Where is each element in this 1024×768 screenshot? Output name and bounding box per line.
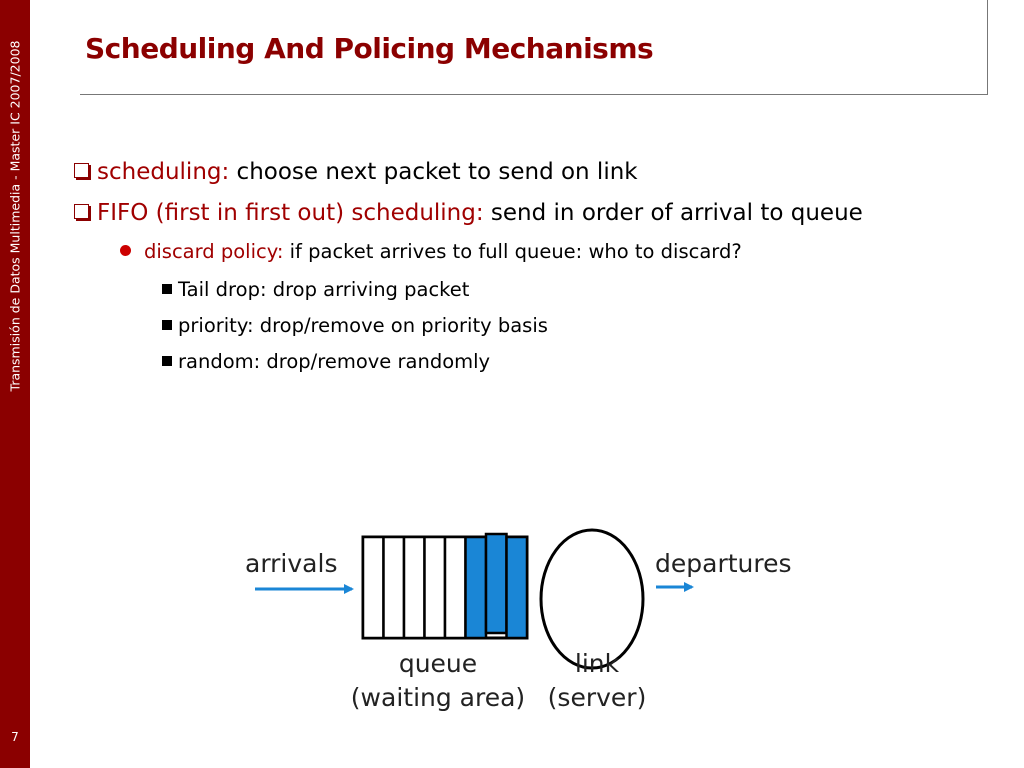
checkbox-bullet-icon xyxy=(74,163,89,178)
queue-empty-slot xyxy=(363,537,384,638)
bullet-keyword: FIFO (first in first out) scheduling: xyxy=(97,200,484,226)
sub-sub-bullet-priority xyxy=(162,314,548,337)
queue-diagram xyxy=(220,520,820,730)
bullet-scheduling xyxy=(74,159,638,185)
queue-empty-slot xyxy=(445,537,466,638)
sub-sub-bullet-text: priority: drop/remove on priority basis xyxy=(178,314,548,337)
sidebar-caption: Transmisión de Datos Multimedia - Master IC 2007/2008 xyxy=(7,40,23,392)
link-server-circle xyxy=(541,530,643,668)
arrivals-label: arrivals xyxy=(245,549,338,578)
bullet-text: send in order of arrival to queue xyxy=(483,200,863,226)
queue-sublabel: (waiting area) xyxy=(350,683,526,712)
sub-bullet-discard-policy xyxy=(120,240,742,263)
sub-sub-bullet-text: random: drop/remove randomly xyxy=(178,350,491,373)
bullet-fifo xyxy=(74,200,863,226)
square-bullet-icon xyxy=(162,284,172,294)
queue-slots xyxy=(363,534,527,638)
slide-title: Scheduling And Policing Mechanisms xyxy=(85,32,654,65)
queue-label: queue xyxy=(398,649,478,678)
square-bullet-icon xyxy=(162,356,172,366)
link-label: link xyxy=(574,649,620,678)
queue-empty-slot xyxy=(425,537,446,638)
bullet-keyword: scheduling: xyxy=(97,159,230,185)
departures-label: departures xyxy=(655,549,792,578)
sub-bullet-keyword: discard policy: xyxy=(144,240,284,263)
sub-bullet-text: if packet arrives to full queue: who to discard? xyxy=(283,240,742,263)
queue-packet xyxy=(507,537,528,638)
queue-empty-slot xyxy=(404,537,425,638)
bullet-text: choose next packet to send on link xyxy=(229,159,638,185)
link-sublabel: (server) xyxy=(547,683,647,712)
sidebar xyxy=(0,0,30,768)
sub-sub-bullet-random xyxy=(162,350,490,373)
square-bullet-icon xyxy=(162,320,172,330)
queue-packet xyxy=(486,534,507,633)
page-number: 7 xyxy=(11,730,19,744)
sub-sub-bullet-text: Tail drop: drop arriving packet xyxy=(178,278,470,301)
queue-empty-slot xyxy=(384,537,405,638)
queue-packet xyxy=(466,537,487,638)
sub-sub-bullet-tail-drop xyxy=(162,278,469,301)
dot-bullet-icon xyxy=(120,245,131,256)
checkbox-bullet-icon xyxy=(74,204,89,219)
